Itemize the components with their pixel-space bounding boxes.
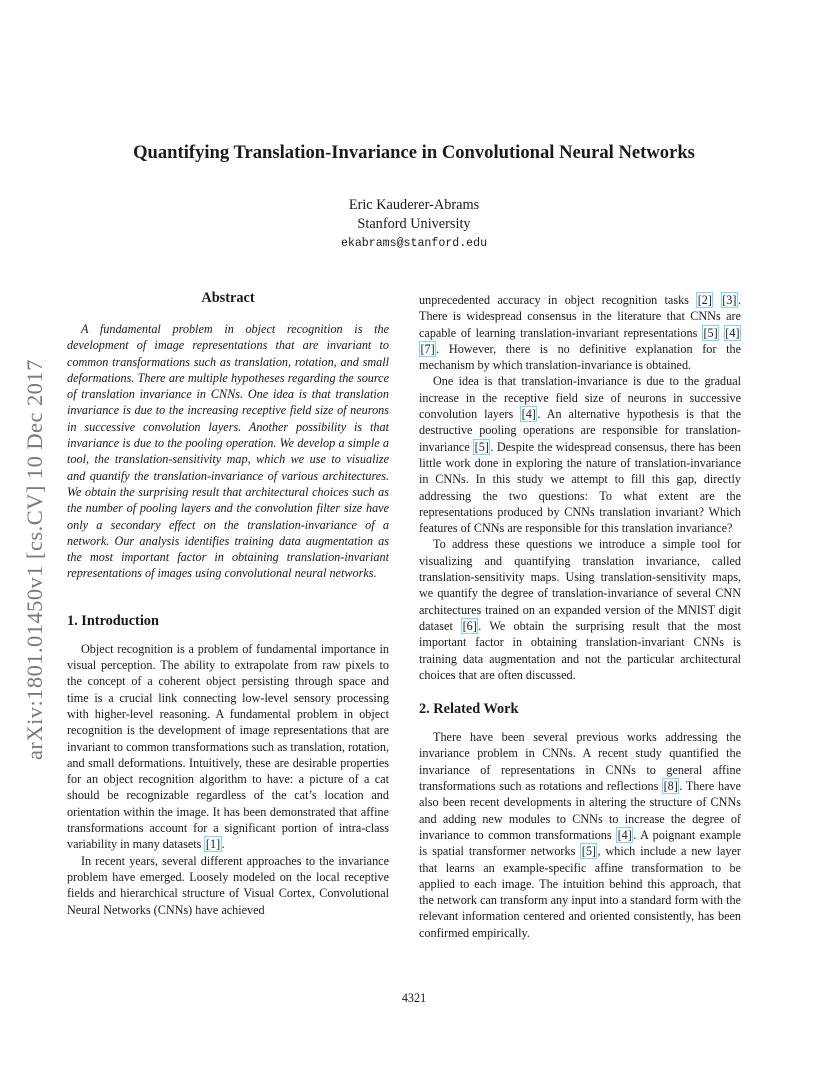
right-paragraph-1 <box>419 292 741 373</box>
rc-p1-c: . However, there is no definitive explanation for the mechanism by which translation-invariance is obtained. <box>419 341 741 373</box>
citation-link[interactable]: [5] <box>474 439 489 454</box>
intro-p1-text: Object recognition is a problem of fundamental importance in visual perception. The ability to extrapolate from raw pixels to the concept of a coherent object persisting through space and time is a crucial link connecting low-level sensory processing with higher-level reasoning. A fundamental problem in object recognition is the development of image representations that are invariant to common transformations such as translation, rotation, and small deformations. Intuitively, these are desirable properties for an object recognition algorithm to have: a picture of a cat should be recognizable regardless of the cat’s location and orientation within the image. It has been demonstrated that affine transformations account for a significant portion of intra-class variability in many datasets <box>67 641 389 852</box>
rc-p3-a: To address these questions we introduce a simple tool for visualizing and quantifying translation invariance, called translation-sensitivity maps. Using translation-sensitivity maps, we quantify the degree of translation-invariance of several CNN architectures trained on an expanded version of the MNIST digit dataset <box>419 537 741 633</box>
rc-p3-b: . We obtain the surprising result that the most important factor in obtaining translation-invariant CNNs is training data augmentation and not the particular architectural choices that are often discussed. <box>419 618 741 682</box>
related-work-heading: 2. Related Work <box>419 701 519 718</box>
citation-link[interactable]: [7] <box>420 341 435 356</box>
abstract-heading: Abstract <box>201 290 255 306</box>
citation-link[interactable]: [5] <box>703 325 718 340</box>
citation-link[interactable]: [4] <box>521 407 536 422</box>
author-name: Eric Kauderer-Abrams <box>348 197 480 213</box>
citation-link[interactable]: [3] <box>722 293 737 307</box>
citation-link[interactable]: [5] <box>581 844 596 859</box>
citation-link[interactable]: [4] <box>617 827 632 842</box>
introduction-heading: 1. Introduction <box>67 612 159 629</box>
left-column <box>67 289 389 918</box>
author-block <box>0 196 828 254</box>
right-paragraph-3 <box>419 536 741 683</box>
citation-link[interactable]: [4] <box>725 325 740 340</box>
right-column <box>419 292 741 941</box>
rc-p2-b: . An alternative hypothesis is that the destructive pooling operations are responsible for translation-invariance <box>419 407 741 454</box>
rw-p1-a: There have been several previous works addressing the invariance problem in CNNs. A recent study quantified the invariance of representations in CNNs to general affine transformations such as rotations and reflections <box>419 730 741 794</box>
rc-p1-b: . There is widespread consensus in the literature that CNNs are capable of learning translation-invariant representations <box>419 293 741 340</box>
right-paragraph-2 <box>419 373 741 536</box>
citation-link[interactable]: [1] <box>205 837 221 852</box>
citation-link[interactable]: [8] <box>663 779 678 794</box>
abstract-text: A fundamental problem in object recognition is the development of image representations that are invariant to common transformations such as translation, rotation, and small deformations. There are multiple hypotheses regarding the source of translation invariance in CNNs. One idea is that translation invariance is due to the increasing receptive field size of neurons in successive convolution layers. Another possibility is that invariance is due to the pooling operation. We develop a simple a tool, the translation-sensitivity map, which we use to visualize and quantify the translation-invariance of various architectures. We obtain the surprising result that architectural choices such as the number of pooling layers and the convolution filter size have only a secondary effect on the translation-invariance of a network. Our analysis identifies training data augmentation as the most important factor in obtaining translation-invariant representations of images using convolutional neural networks. <box>67 322 389 581</box>
page-number: 4321 <box>401 991 427 1005</box>
paper-title: Quantifying Translation-Invariance in Convolutional Neural Networks <box>133 142 695 163</box>
citation-link[interactable]: [6] <box>462 618 477 633</box>
rw-p1-c: . A poignant example is spatial transformer networks <box>419 827 742 859</box>
rw-p1-b: . There have also been recent developments in altering the structure of CNNs and adding new modules to CNNs to increase the degree of invariance to common transformations <box>419 779 741 842</box>
author-affiliation: Stanford University <box>357 216 471 232</box>
rc-p2-a: One idea is that translation-invariance is due to the gradual increase in the receptive field size of neurons in successive convolution layers <box>419 374 741 422</box>
arxiv-identifier: arXiv:1801.01450v1 [cs.CV] 10 Dec 2017 <box>22 359 47 760</box>
rw-p1-d: , which include a new layer that learns an example-specific affine transformation to be applied to each image. The intuition behind this approach, that the network can transform any input into a standard form with the relevant information centered and oriented consistently, has been confirmed empirically. <box>419 844 741 940</box>
related-work-paragraph-1 <box>419 729 741 941</box>
rc-p2-c: . Despite the widespread consensus, there has been little work done in exploring the nature of translation-invariance in CNNs. In this study we attempt to fill this gap, directly addressing the two questions: To what extent are the representations produced by CNNs translation invariant? Which features of CNNs are responsible for this translation invariance? <box>419 439 742 536</box>
introduction-paragraph-2: In recent years, several different approaches to the invariance problem have emerged. Loosely modeled on the local receptive fields and hierarchical structure of Visual Cortex, Convolutional Neural Networks (CNNs) have achieved <box>67 853 389 917</box>
introduction-paragraph-1 <box>67 641 389 853</box>
citation-link[interactable]: [2] <box>697 293 712 307</box>
rc-p1-a: unprecedented accuracy in object recognition tasks <box>419 293 697 307</box>
intro-p1-end: . <box>221 837 225 852</box>
author-email[interactable]: ekabrams@stanford.edu <box>340 237 488 250</box>
